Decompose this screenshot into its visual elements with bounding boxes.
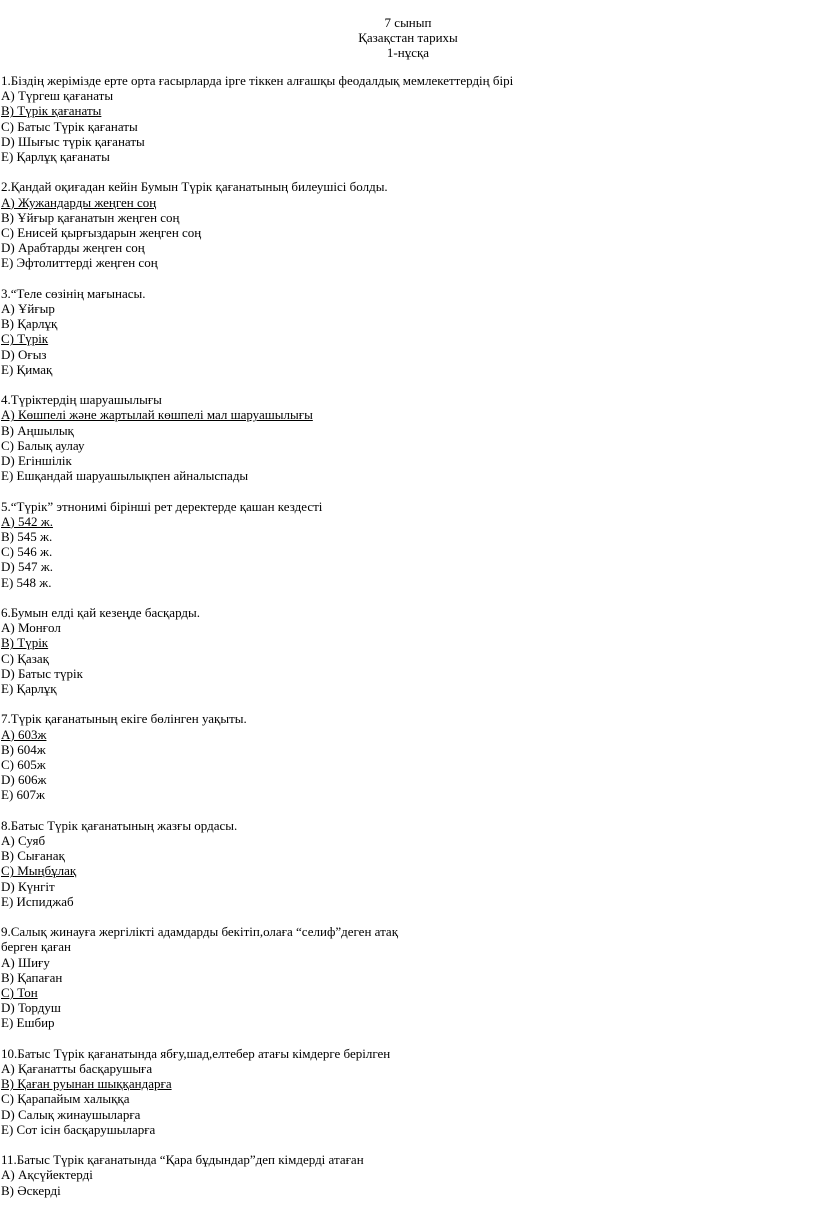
answer-option: D) Шығыс түрік қағанаты xyxy=(1,133,145,149)
correct-answer-option: A) 603ж xyxy=(1,726,47,742)
answer-option: E) Ешқандай шаруашылықпен айналыспады xyxy=(1,468,249,484)
correct-answer-option: A) Жужандарды жеңген соң xyxy=(1,194,157,210)
answer-option: D) Күнгіт xyxy=(1,878,55,894)
question-text-continued: берген қаған xyxy=(1,939,71,955)
question-3 xyxy=(1,286,801,377)
question-text: 9.Салық жинауға жергілікті адамдарды бекітіп,олаға “селиф”деген атақ xyxy=(1,924,399,940)
answer-option: C) Балық аулау xyxy=(1,437,85,453)
answer-option: D) Оғыз xyxy=(1,346,47,362)
answer-option: E) Испиджаб xyxy=(1,893,74,909)
correct-answer-option: A) 542 ж. xyxy=(1,513,53,529)
question-10 xyxy=(1,1046,801,1137)
answer-option: B) Әскерді xyxy=(1,1182,61,1198)
answer-option: B) 604ж xyxy=(1,741,46,757)
question-text: 7.Түрік қағанатының екіге бөлінген уақыты. xyxy=(1,711,247,727)
answer-option: D) Тордуш xyxy=(1,1000,61,1016)
question-8 xyxy=(1,818,801,909)
answer-option: D) Егіншілік xyxy=(1,453,72,469)
correct-answer-option: A) Көшпелі және жартылай көшпелі мал шаруашылығы xyxy=(1,407,313,423)
question-text: 3.“Теле сөзінің мағынасы. xyxy=(1,285,146,301)
answer-option: C) Енисей қырғыздарын жеңген соң xyxy=(1,225,202,241)
answer-option: D) Арабтарды жеңген соң xyxy=(1,240,145,256)
correct-answer-option: B) Түрік қағанаты xyxy=(1,103,102,119)
question-text: 6.Бумын елді қай кезеңде басқарды. xyxy=(1,605,200,621)
correct-answer-option: C) Тон xyxy=(1,985,38,1001)
answer-option: B) Сығанақ xyxy=(1,848,65,864)
document-header xyxy=(0,15,816,60)
answer-option: E) Сот ісін басқарушыларға xyxy=(1,1121,156,1137)
grade-label: 7 сынып xyxy=(384,15,432,30)
answer-option: A) Қағанатты басқарушыға xyxy=(1,1061,153,1077)
answer-option: E) Қарлұқ xyxy=(1,681,57,697)
answer-option: A) Шиғу xyxy=(1,954,50,970)
answer-option: D) 606ж xyxy=(1,772,47,788)
question-1 xyxy=(1,73,801,164)
answer-option: E) Ешбир xyxy=(1,1015,55,1031)
answer-option: E) Эфтолиттерді жеңген соң xyxy=(1,255,158,271)
answer-option: E) 607ж xyxy=(1,787,46,803)
answer-option: D) Батыс түрік xyxy=(1,665,83,681)
correct-answer-option: B) Қаған руынан шыққандарға xyxy=(1,1076,172,1092)
question-text: 8.Батыс Түрік қағанатының жазғы ордасы. xyxy=(1,817,238,833)
answer-option: A) Ұйғыр xyxy=(1,301,55,317)
correct-answer-option: B) Түрік xyxy=(1,635,49,651)
question-5 xyxy=(1,499,801,590)
question-6 xyxy=(1,605,801,696)
answer-option: B) Ұйғыр қағанатын жеңген соң xyxy=(1,209,180,225)
answer-option: C) 605ж xyxy=(1,757,46,773)
answer-option: E) Қарлұқ қағанаты xyxy=(1,149,110,165)
answer-option: C) Қазақ xyxy=(1,650,49,666)
answer-option: C) 546 ж. xyxy=(1,544,53,560)
question-list xyxy=(1,73,801,1213)
answer-option: C) Қарапайым халыққа xyxy=(1,1091,130,1107)
answer-option: D) 547 ж. xyxy=(1,559,53,575)
answer-option: E) 548 ж. xyxy=(1,574,52,590)
answer-option: B) Қапаған xyxy=(1,969,63,985)
answer-option: A) Суяб xyxy=(1,833,46,849)
question-9 xyxy=(1,924,801,1030)
question-text: 2.Қандай оқиғадан кейін Бумын Түрік қағанатының билеушісі болды. xyxy=(1,179,388,195)
answer-option: A) Ақсүйектерді xyxy=(1,1167,93,1183)
question-text: 11.Батыс Түрік қағанатында “Қара бұдындар”деп кімдерді атаған xyxy=(1,1152,364,1168)
answer-option: B) Қарлұқ xyxy=(1,316,58,332)
answer-option: B) 545 ж. xyxy=(1,529,53,545)
answer-option: E) Қимақ xyxy=(1,361,53,377)
answer-option: B) Аңшылық xyxy=(1,422,74,438)
correct-answer-option: C) Түрік xyxy=(1,331,49,347)
question-text: 1.Біздің жерімізде ерте орта ғасырларда ірге тіккен алғашқы феодалдық мемлекеттердің бірі xyxy=(1,73,514,88)
subject-title: Қазақстан тарихы xyxy=(358,30,458,45)
question-2 xyxy=(1,179,801,270)
answer-option: A) Монғол xyxy=(1,620,61,636)
variant-label: 1-нұсқа xyxy=(386,45,430,60)
question-4 xyxy=(1,392,801,483)
correct-answer-option: C) Мыңбұлақ xyxy=(1,863,77,879)
question-text: 5.“Түрік” этнонимі бірінші рет деректерде қашан кездесті xyxy=(1,498,323,514)
question-text: 10.Батыс Түрік қағанатында ябғу,шад,елтебер атағы кімдерге берілген xyxy=(1,1045,391,1061)
question-7 xyxy=(1,711,801,802)
question-text: 4.Түріктердің шаруашылығы xyxy=(1,392,162,408)
answer-option: A) Түргеш қағанаты xyxy=(1,88,114,104)
question-11 xyxy=(1,1152,801,1198)
answer-option: D) Салық жинаушыларға xyxy=(1,1106,141,1122)
answer-option: C) Батыс Түрік қағанаты xyxy=(1,118,138,134)
